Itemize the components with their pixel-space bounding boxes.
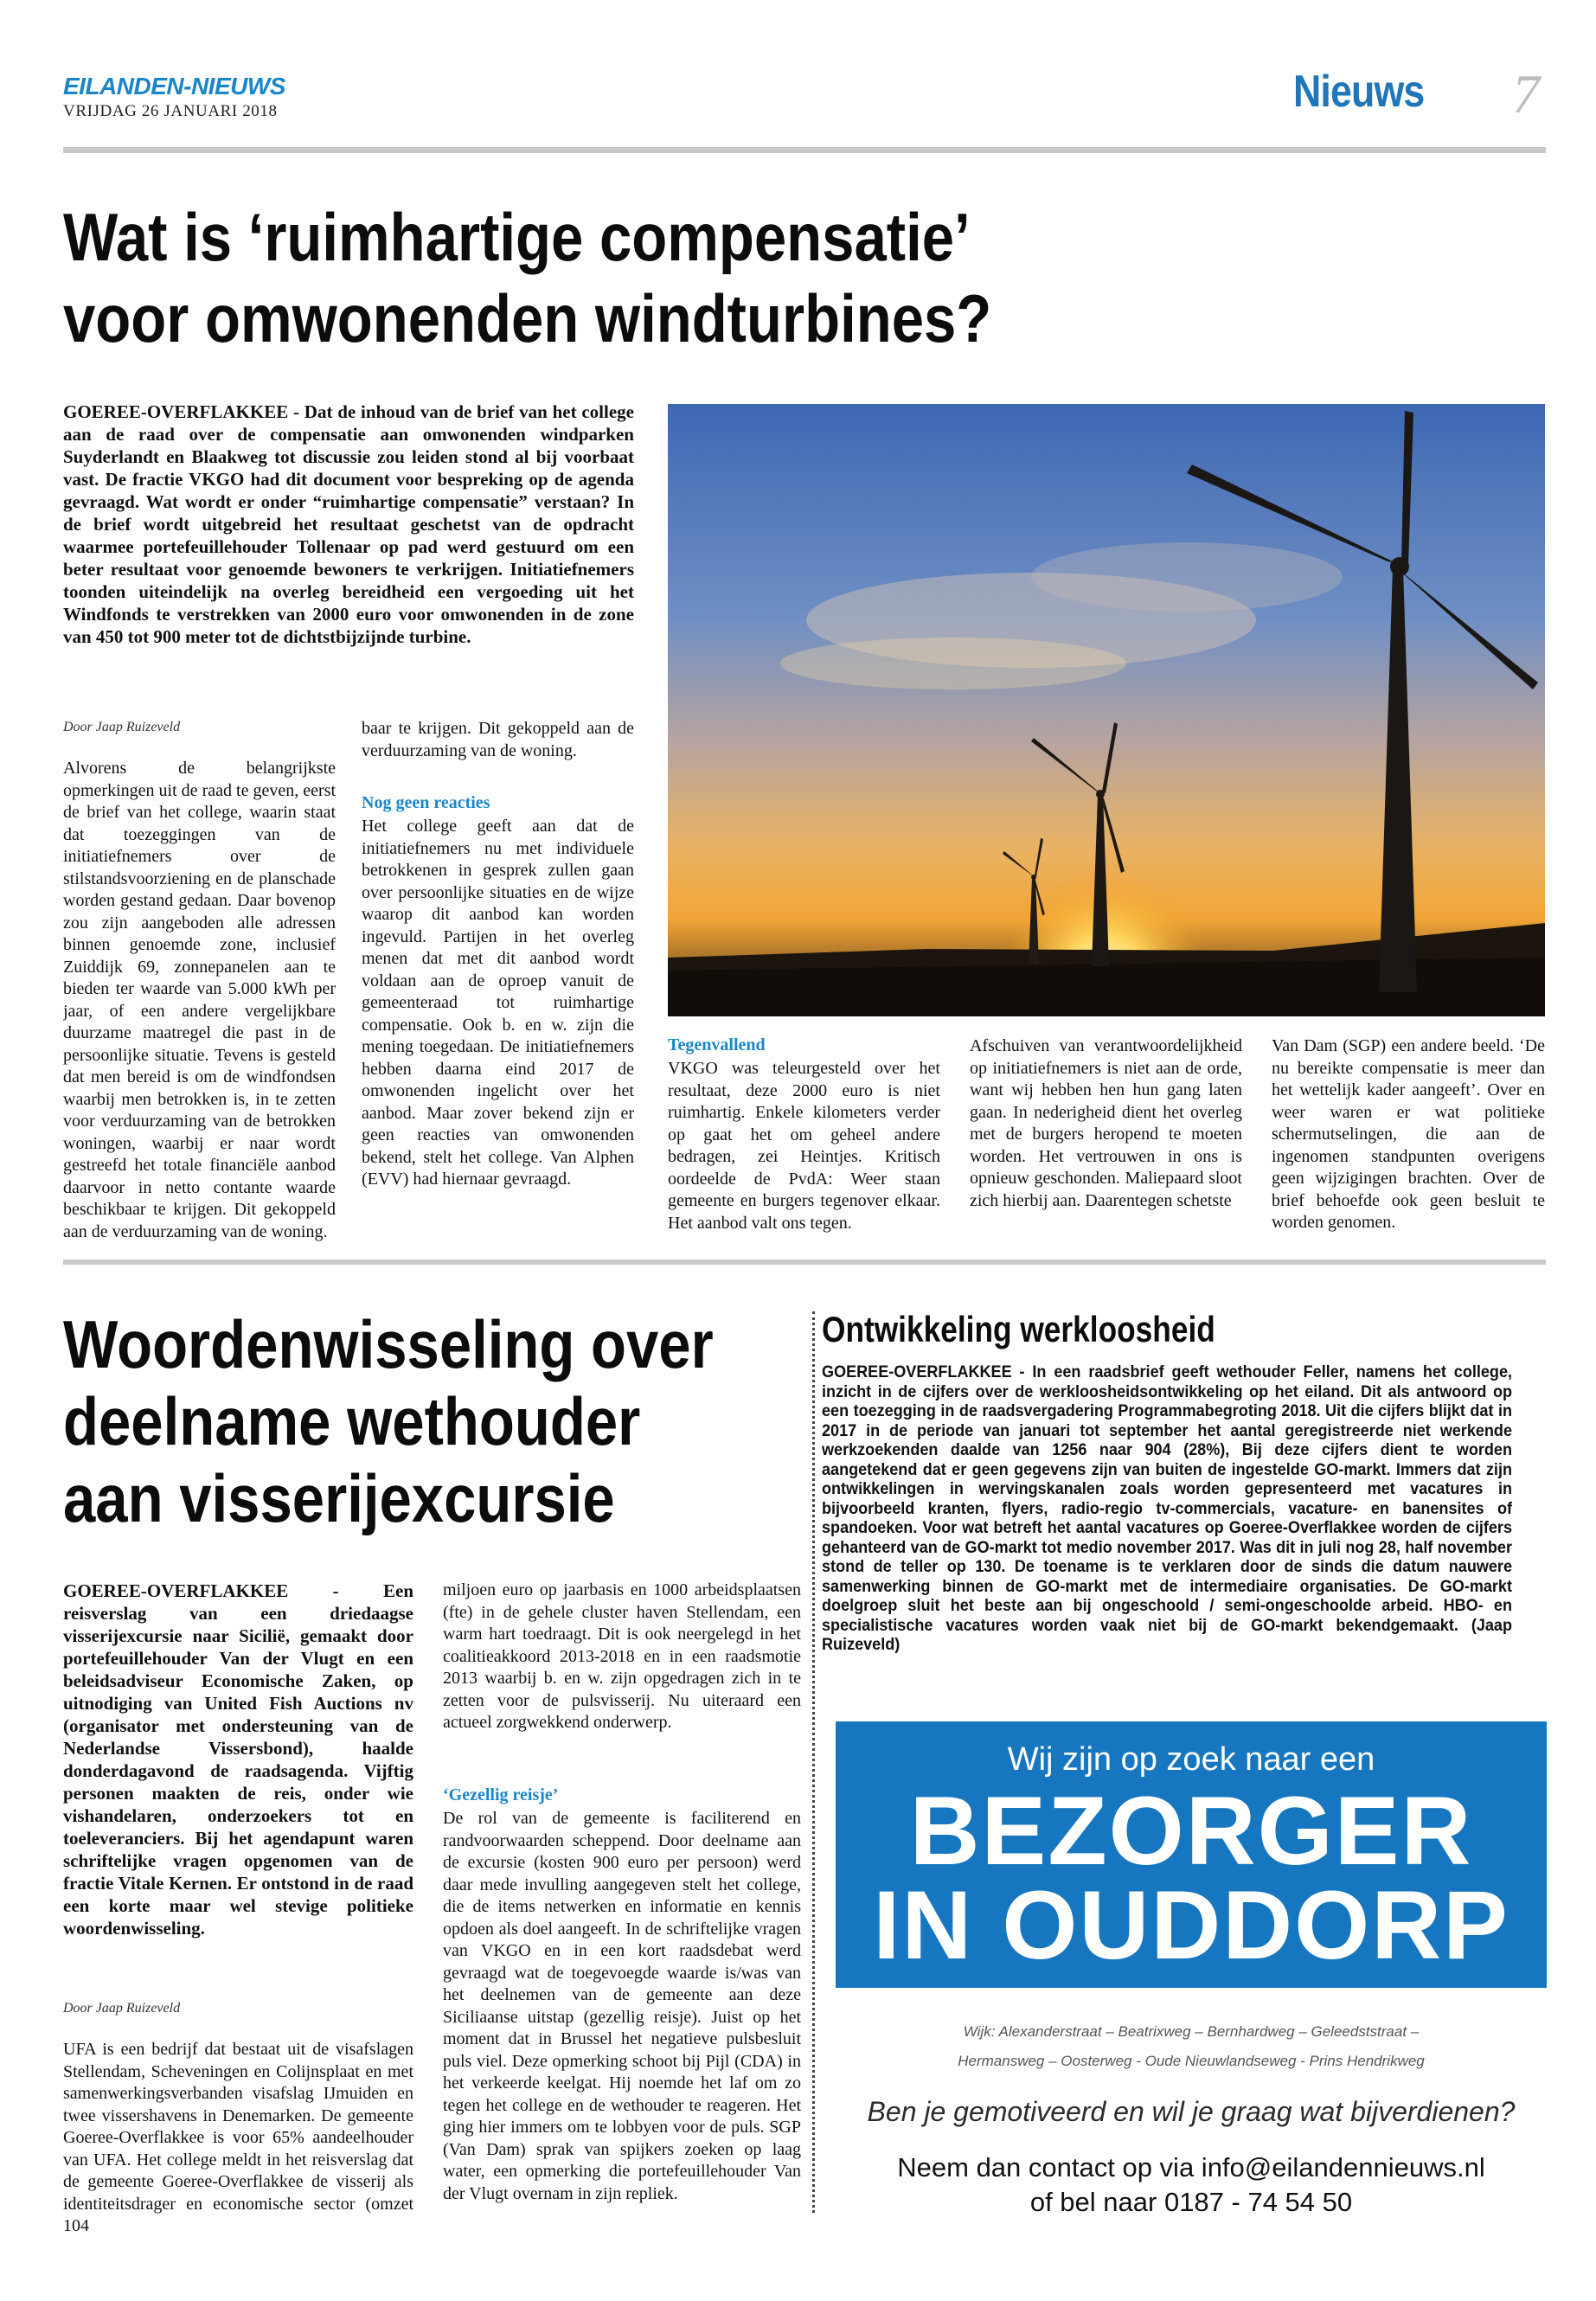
article2-headline-line3: aan visserijexcursie xyxy=(63,1460,615,1536)
ad-title-line1: BEZORGER xyxy=(909,1777,1473,1885)
article2-lead: GOEREE-OVERFLAKKEE - Een reisverslag van een driedaagse visserijexcursie naar Sicilië, gemaakt door portefeuillehouder Van der Vlugt en een beleidsadviseur Economische Zaken, op uitnodiging van United Fish Auctions nv (organisator met ondersteuning van de Nederlandse Vissersbond), haalde donderdagavond de raadsagenda. Vijftig personen maakten de reis, onder wie vishandelaren, onderzoekers tot en toeleveranciers. Bij het agendapunt waren schriftelijke vragen opgenomen van de fractie Vitale Kernen. Er ontstond in de raad een korte maar wel stevige politieke woordenwisseling. xyxy=(63,1580,413,1939)
article1-column4: Afschuiven van verantwoordelijkheid op initiatiefnemers is niet aan de orde, want wij hebben hen hun gang laten gaan. In nederigheid dient het overleg met de burgers heropend te moeten worden. Het vertrouwen in ons is opnieuw geschonden. Maliepaard sloot zich hierbij aan. Daarentegen schetste xyxy=(970,1036,1242,1210)
page-number: 7 xyxy=(1512,63,1540,125)
article2-column1: UFA is een bedrijf dat bestaat uit de visafslagen Stellendam, Scheveningen en Colijnsplaat en met samenwerkingsverbanden visafslag IJmuiden en twee vissershavens in Denemarken. De gemeente Goeree-Overflakkee is voor 65% aandeelhouder van UFA. Het college meldt in het reisverslag dat de gemeente Goeree-Overflakkee de visserij als identiteitsdrager en economische sector (omzet 104 xyxy=(63,2040,413,2235)
wind-turbines-sunset-photo xyxy=(668,404,1545,1016)
article1-column2: Het college geeft aan dat de initiatiefnemers nu met individuele betrokkenen in gesprek zullen gaan over persoonlijke situaties en de wijze waarop dit aanbod kan worden ingevuld. Partijen in het overleg menen dat met dit aanbod wordt voldaan aan de oproep vanuit de gemeenteraad tot ruimhartige compensatie. Ook b. en w. zijn die mening toegedaan. De initiatiefnemers hebben daarna eind 2017 de omwonenden ingelicht over het aanbod. Maar zover bekend zijn er geen reacties van omwonenden bekend, stelt het college. Van Alphen (EVV) had hiernaar gevraagd. xyxy=(362,817,634,1189)
article1-headline-line1: Wat is ‘ruimhartige compensatie’ xyxy=(63,199,971,275)
section-title: Nieuws xyxy=(1293,67,1425,117)
ad-title-line2: IN OUDDORP xyxy=(873,1871,1509,1979)
article2-column2-top: miljoen euro op jaarbasis en 1000 arbeidsplaatsen (fte) in de gehele cluster haven Stellendam, een warm hart toedraagt. Dit is ook neergelegd in het coalitieakkoord 2013-2018 en in een raadsmotie 2013 waarbij b. en w. zijn opgedragen zich in te zetten voor de pulsvisserij. Nu uiteraard een actueel zorgwekkend onderwerp. xyxy=(443,1580,801,1732)
article2-headline-line2: deelname wethouder xyxy=(63,1383,641,1459)
article1-column3: VKGO was teleurgesteld over het resultaat, deze 2000 euro is niet ruimhartig. Enkele kilometers verder op gaat het om geheel andere bedragen, zei Heintjes. Kritisch oordeelde de PvdA: Weer staan gemeente en burgers tegenover elkaar. Het aanbod valt ons tegen. xyxy=(668,1059,940,1233)
ad-contact-email[interactable]: Neem dan contact op via info@eilandennieuws.nl xyxy=(897,2152,1485,2182)
article2-byline: Door Jaap Ruizeveld xyxy=(63,2001,181,2016)
ad-question: Ben je gemotiveerd en wil je graag wat bijverdienen? xyxy=(867,2096,1516,2127)
article2-column2: De rol van de gemeente is faciliterend en randvoorwaarden scheppend. Door deelname aan de excursie (kosten 900 euro per persoon) werd daar mede invulling aangegeven stelt het college, die de items netwerken en informatie en kennis opdoen als doel aangeeft. In de schriftelijke vragen van VKGO en in een kort raadsdebat werd gevraagd wat de toegevoegde waarde is/was van het deelnemen van de gemeente aan deze Siciliaanse uitstap (gezellig reisje). Juist op het moment dat in Brussel het negatieve pulsbesluit puls viel. Deze opmerking schoot bij Pijl (CDA) in het verkeerde keelgat. Hij noemde het laf om zo tegen het college en de wethouder te reageren. Het ging hier immers om te lobbyen voor de puls. SGP (Van Dam) sprak van spijkers zoeken op laag water, een opmerking die portefeuillehouder Van der Vlugt overnam in zijn repliek. xyxy=(443,1809,801,2203)
sidebar-title: Ontwikkeling werkloosheid xyxy=(822,1309,1215,1349)
article1-column2-top: baar te krijgen. Dit gekoppeld aan de verduurzaming van de woning. xyxy=(362,719,634,760)
article1-byline: Door Jaap Ruizeveld xyxy=(63,720,181,734)
ad-streets xyxy=(836,2017,1547,2076)
wind-turbines-illustration xyxy=(668,404,1545,1016)
ad-contact xyxy=(836,2150,1547,2220)
section-rule xyxy=(63,1259,1546,1265)
article1-subhead-tegenvallend: Tegenvallend xyxy=(668,1035,766,1054)
ad-streets-line2: Hermansweg – Oosterweg - Oude Nieuwlandseweg - Prins Hendrikweg xyxy=(958,2053,1425,2069)
ad-streets-line1: Wijk: Alexanderstraat – Beatrixweg – Bernhardweg – Geleedststraat – xyxy=(963,2023,1420,2040)
sidebar-text: GOEREE-OVERFLAKKEE - In een raadsbrief geeft wethouder Feller, namens het college, inzicht in de cijfers over de werkloosheidsontwikkeling op het eiland. Dit als antwoord op een toezegging in de raadsvergadering Programmabegroting 2018. Uit die cijfers blijkt dat in 2017 in de periode van januari tot september het aantal geregistreerde niet werkende werkzoekenden daalde van 1256 naar 904 (28%), Bij deze cijfers dient te worden aangetekend dat er geen gegevens zijn van buiten de ingestelde GO-markt. Immers dat zijn ontwikkelingen in wervingskanalen zoals worden gepresenteerd met vacatures in bijvoorbeeld kranten, flyers, radio-regio tv-commercials, vacature- en banensites of spandoeken. Voor wat betreft het aantal vacatures op Goeree-Overflakkee worden de cijfers gehanteerd van de GO-markt tot medio november 2017. Was dit in juli nog 28, half november stond de teller op 130. De toename is te verklaren door de sinds die datum nauwere samenwerking binnen de GO-markt met de intermediaire organisaties. De GO-markt doelgroep sluit het beste aan bij ongeschoold / semi-ongeschoolde arbeid. HBO- en specialistische vacatures worden vaak niet bij de GO-markt bekendgemaakt. (Jaap Ruizeveld) xyxy=(822,1363,1512,1654)
article1-subhead-reacties: Nog geen reacties xyxy=(362,793,490,812)
issue-date: VRIJDAG 26 JANUARI 2018 xyxy=(63,102,278,120)
article1-headline-line2: voor omwonenden windturbines? xyxy=(63,280,992,356)
newspaper-logo: EILANDEN-NIEUWS xyxy=(63,73,285,99)
column-divider xyxy=(812,1311,815,2213)
article1-column5: Van Dam (SGP) een andere beeld. ‘De nu bereikte compensatie is meer dan het wettelijk kader aangeeft’. Over en weer waren er wat politieke schermutselingen, die aan de ingenomen standpunten overigens geen wijzigingen brachten. Over de brief behoefde ook geen besluit te worden genomen. xyxy=(1272,1036,1545,1232)
article2-headline-line1: Woordenwisseling over xyxy=(63,1306,714,1382)
article1-lead: GOEREE-OVERFLAKKEE - Dat de inhoud van de brief van het college aan de raad over de compensatie aan omwonenden windparken Suyderlandt en Blaakweg tot discussie zou leiden stond al bij voorbaat vast. De fractie VKGO had dit document voor bespreking op de agenda gevraagd. Wat wordt er onder “ruimhartige compensatie” verstaan? In de brief wordt uitgebreid het resultaat geschetst van de opdracht waarmee portefeuillehouder Tollenaar op pad werd gestuurd om een beter resultaat voor genoemde bewoners te verkrijgen. Initiatiefnemers toonden uiteindelijk na overleg bereidheid een vergoeding uit het Windfonds te verstrekken van 2000 euro voor omwonenden in de zone van 450 tot 900 meter tot de dichtstbijzijnde turbine. xyxy=(63,401,634,647)
ad-contact-phone[interactable]: of bel naar 0187 - 74 54 50 xyxy=(1029,2187,1353,2217)
top-rule xyxy=(63,147,1546,153)
ad-subtitle: Wij zijn op zoek naar een xyxy=(1007,1741,1375,1778)
article1-column1: Alvorens de belangrijkste opmerkingen uit de raad te geven, eerst de brief van het college, waarin staat dat toezeggingen van de initiatiefnemers over de stilstandsvoorziening en de planschade worden gestand gedaan. Daar bovenop zou zijn aangeboden alle adressen binnen genoemde zone, inclusief Zuiddijk 69, zonnepanelen aan te bieden ter waarde van 5.000 kWh per jaar, of een andere vergelijkbare duurzame maatregel die past in de persoonlijke situatie. Tevens is gesteld dat men bereid is om de windfondsen waarbij men betrokken is, in te zetten voor verduurzaming van de betrokken woningen, waarbij er naar wordt gestreefd het totale financiële aanbod daarvoor in netto contante waarde beschikbaar te krijgen. Dit gekoppeld aan de verduurzaming van de woning. xyxy=(63,759,336,1241)
article2-subhead: ‘Gezellig reisje’ xyxy=(443,1785,559,1804)
